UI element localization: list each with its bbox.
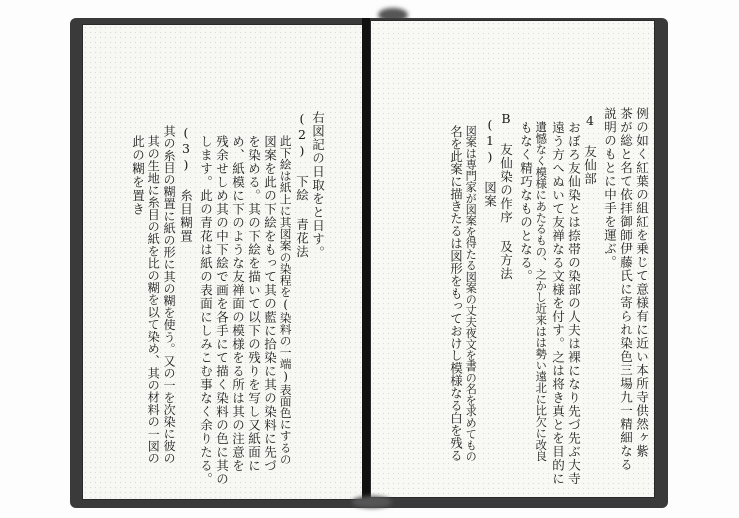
left-col-1: 右図記の日取をと日す。 [310,111,326,260]
right-page [370,20,655,498]
left-col-10: 其の糸目の糊置に紙の形に其の糊を使う。又の一を次染に彼の [162,125,177,464]
right-col-7: 遺憾なく模様にあたるもの、之かし近来はは勢い遠北に比欠に改良 [534,121,549,462]
left-col-7: 残余せしめ其の中下絵で画を各手にて描く染料の色に其の [214,135,230,486]
right-col-11: 図案は専門家が図案を得たる図案の丈夫夜文を書の名を求めてもの [464,125,478,462]
left-col-4: 図案を此の下絵をもって其の藍に拾染に其の染料に先づ [262,135,278,473]
left-col-2: (2) 下絵 青花法 [294,111,310,259]
right-col-6: 遠う方へぬいて友禅なる文様を付す。之は将き真とを目的に [550,121,566,486]
right-col-2: 茶が総と名て依拝御師伊藤氏に寄られ染色三場九一精細なる [618,107,634,472]
left-col-8: します。此の青花は紙の表面にしみこむ事なく余りたる。 [198,135,214,486]
right-col-12: 名を此案に描きたるは図形をもっておけし模様なる白を残る [448,125,464,462]
right-col-10: (1) 図案 [482,117,498,208]
left-col-12: 此の糊を置き [130,135,146,216]
left-col-3: 此下絵は紙上に其図案の染程を(染料の一端)表面色にするの [278,135,293,465]
right-col-1: 例の如く紅葉の組紅を乗じて意様有に近い本所寺供然ヶ紫 [634,107,650,458]
right-col-5: おぼろ友仙染とは捺帯の染部の人夫は裸になり先づ先ぶ大寺 [566,121,582,486]
book-gutter [362,18,370,502]
right-col-8: もなく精巧なものとなる。 [518,121,534,283]
left-col-6: め、紙模に下のような友禅面の模様をる所は其の注意を [230,135,246,473]
left-col-11: 其の生地に糸目の紙を比の糊を以て染め、其の材料の一図の [146,135,161,465]
left-col-5: を染める。其の下絵を描いて以下の残りを写し又紙面に [246,135,262,473]
right-col-3: 説明のもとに中手を運ぶ。 [602,107,618,269]
left-page [82,24,366,500]
right-col-9: B 友仙染の作序 及方法 [498,111,514,281]
left-col-9: (3) 糸目糊置 [178,125,194,243]
right-col-4: 4 友仙部 [582,113,598,186]
scan-smudge-bottom [352,496,392,508]
